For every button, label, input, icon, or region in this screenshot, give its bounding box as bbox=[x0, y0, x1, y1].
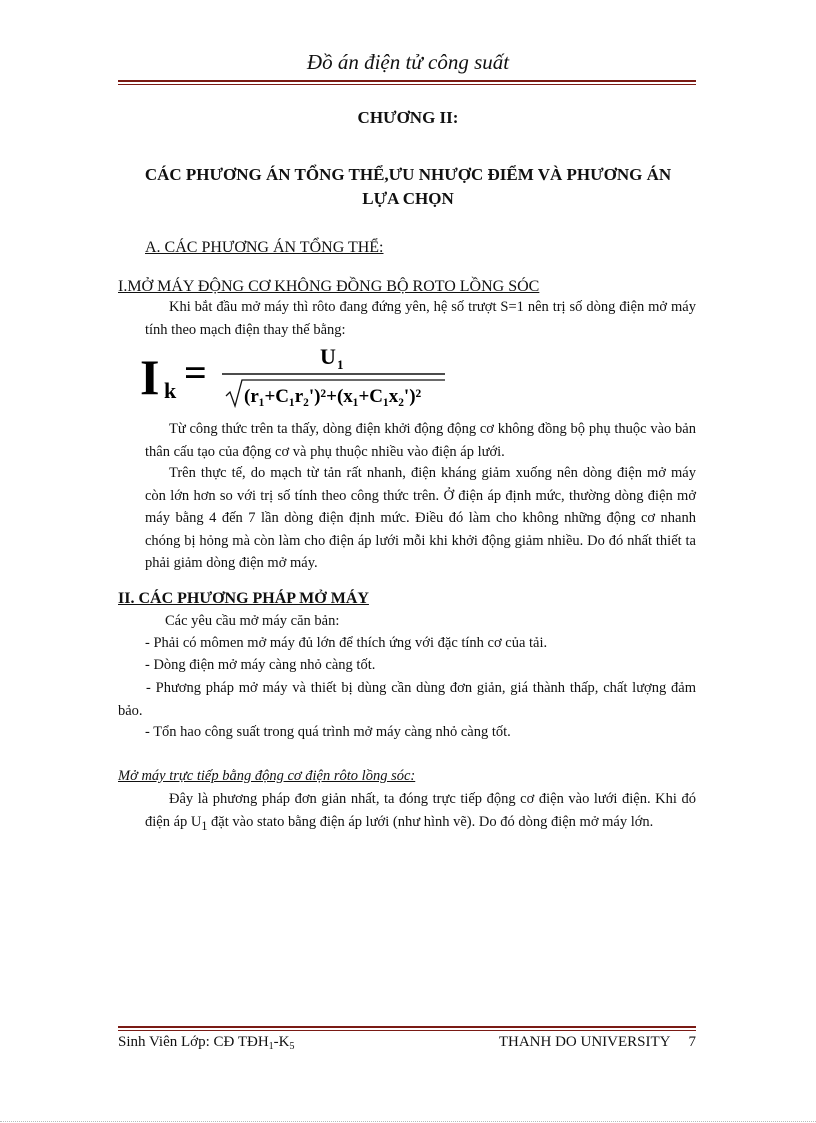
requirements-intro: Các yêu cầu mở máy căn bản: bbox=[165, 613, 340, 629]
paragraph-direct-start: Đây là phương pháp đơn giản nhất, ta đóng trực tiếp động cơ điện vào lưới điện. Khi đó điện áp $U_1$ đặt vào stato bằng điện áp lưới (như hình vẽ). Do đó dòng điện mở máy lớn. bbox=[145, 791, 696, 833]
footer-class: Sinh Viên Lớp: CĐ $TĐH_1-K_5$ bbox=[118, 1034, 295, 1052]
footer-rule-top bbox=[118, 1026, 696, 1028]
section-a-heading: A. CÁC PHƯƠNG ÁN TỔNG THỂ: bbox=[145, 239, 384, 256]
formula-numerator: U bbox=[320, 344, 336, 369]
requirement-item: - Phương pháp mở máy và thiết bị dùng cần dùng đơn giản, giá thành thấp, chất lượng đảm bảo. bbox=[118, 680, 696, 719]
formula-lhs: I bbox=[140, 349, 160, 405]
page-edge-divider bbox=[0, 1121, 816, 1122]
page-number: 7 bbox=[688, 1034, 696, 1050]
starting-current-formula bbox=[140, 338, 460, 414]
requirement-item: - Tổn hao công suất trong quá trình mở máy càng nhỏ càng tốt. bbox=[145, 724, 511, 740]
footer-university: THANH DO UNIVERSITY 7 bbox=[498, 1034, 696, 1050]
header-rule-top bbox=[118, 80, 696, 82]
chapter-label: CHƯƠNG II: bbox=[357, 108, 459, 127]
formula-equals: = bbox=[184, 350, 207, 395]
requirement-item: - Phải có mômen mở máy đủ lớn để thích ứng với đặc tính cơ của tải. bbox=[145, 635, 548, 651]
section-ii-heading: II. CÁC PHƯƠNG PHÁP MỞ MÁY bbox=[118, 590, 369, 607]
paragraph-dependence: Từ công thức trên ta thấy, dòng điện khởi động động cơ không đồng bộ phụ thuộc vào bản thân cấu tạo của động cơ và phụ thuộc nhiều vào điện áp lưới. bbox=[145, 421, 696, 460]
requirement-item: - Dòng điện mở máy càng nhỏ càng tốt. bbox=[145, 657, 376, 673]
formula-lhs-sub: k bbox=[164, 378, 177, 403]
formula-numerator-sub: 1 bbox=[337, 357, 344, 372]
paragraph-practical: Trên thực tế, do mạch từ tản rất nhanh, điện kháng giảm xuống nên dòng điện mở máy còn lớn hơn so với trị số tính theo công thức trên. Ở điện áp định mức, thường dòng điện mở máy bằng 4 đến 7 lần dòng điện định mức. Điều đó làm cho không những động cơ nhanh chóng bị hỏng mà còn làm cho điện áp lưới mỗi khi khởi động giảm nhiều. Do đó nhất thiết ta phải giảm dòng điện mở máy. bbox=[145, 465, 696, 571]
paragraph-intro: Khi bắt đầu mở máy thì rôto đang đứng yên, hệ số trượt S=1 nên trị số dòng điện mở máy tính theo mạch điện thay thế bằng: bbox=[145, 299, 696, 338]
direct-start-subheading: Mở máy trực tiếp bằng động cơ điện rôto lồng sóc: bbox=[118, 768, 416, 784]
section-i-heading: I.MỞ MÁY ĐỘNG CƠ KHÔNG ĐỒNG BỘ ROTO LỒNG SÓC bbox=[118, 278, 540, 295]
footer-rule-bottom bbox=[118, 1030, 696, 1031]
chapter-title: CÁC PHƯƠNG ÁN TỔNG THỂ,ƯU NHƯỢC ĐIỂM VÀ PHƯƠNG ÁN LỰA CHỌN bbox=[144, 165, 672, 208]
formula-denominator: (r₁+C₁r₂')²+(x₁+C₁x₂')² bbox=[244, 386, 422, 407]
header-title: Đồ án điện tử công suất bbox=[306, 50, 510, 74]
header-rule-bottom bbox=[118, 84, 696, 85]
